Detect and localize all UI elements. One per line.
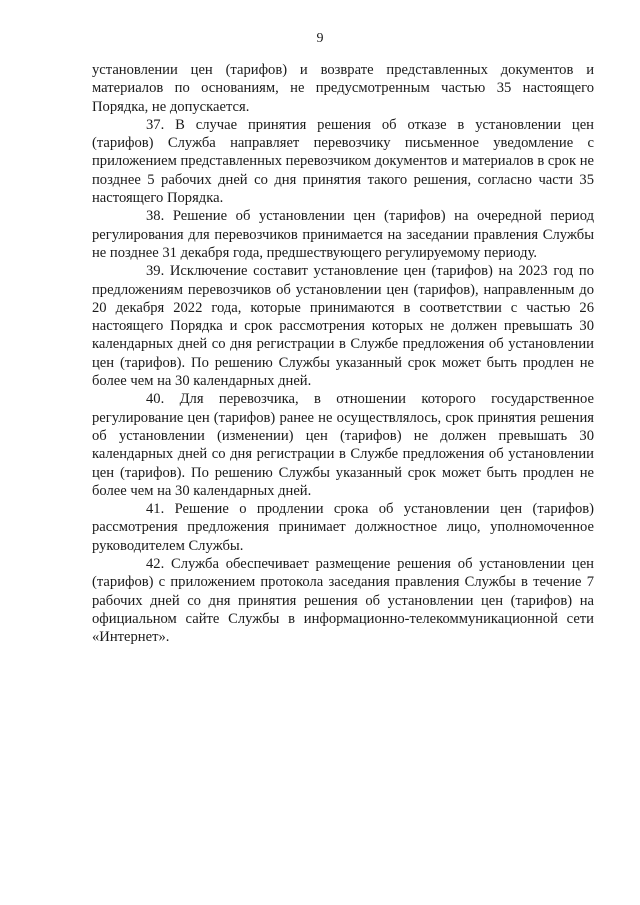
document-body [92, 61, 594, 647]
paragraph-37: 37. В случае принятия решения об отказе в установлении цен (тарифов) Служба направляет перевозчику письменное уведомление с приложением представленных перевозчиком документов и материалов в срок не позднее 5 рабочих дней со дня принятия такого решения, согласно части 35 настоящего Порядка. [92, 116, 594, 207]
paragraph-38: 38. Решение об установлении цен (тарифов) на очередной период регулирования для перевозчиков принимается на заседании правления Службы не позднее 31 декабря года, предшествующего регулируемому периоду. [92, 208, 594, 261]
page-number: 9 [316, 31, 324, 46]
paragraph-40: 40. Для перевозчика, в отношении которого государственное регулирование цен (тарифов) ранее не осуществлялось, срок принятия решения об установлении (изменении) цен (тарифов) не должен превышать 30 календарных дней со дня регистрации в Службе предложения об установлении цен (тарифов). По решению Службы указанный срок может быть продлен не более чем на 30 календарных дней. [92, 391, 594, 499]
paragraph-continuation: установлении цен (тарифов) и возврате представленных документов и материалов по основаниям, не предусмотренным частью 35 настоящего Порядка, не допускается. [92, 62, 594, 115]
paragraph-42: 42. Служба обеспечивает размещение решения об установлении цен (тарифов) с приложением протокола заседания правления Службы в течение 7 рабочих дней со дня принятия решения об установлении цен (тарифов) на официальном сайте Службы в информационно-телекоммуникационной сети «Интернет». [92, 556, 594, 646]
paragraph-39: 39. Исключение составит установление цен (тарифов) на 2023 год по предложениям перевозчиков об установлении цен (тарифов), направленным до 20 декабря 2022 года, которые принимаются в соответствии с частью 26 настоящего Порядка и срок рассмотрения которых не должен превышать 30 календарных дней со дня регистрации в Службе предложения об установлении цен (тарифов). По решению Службы указанный срок может быть продлен не более чем на 30 календарных дней. [92, 263, 594, 390]
paragraph-41: 41. Решение о продлении срока об установлении цен (тарифов) рассмотрения предложения принимает должностное лицо, уполномоченное руководителем Службы. [92, 501, 594, 554]
